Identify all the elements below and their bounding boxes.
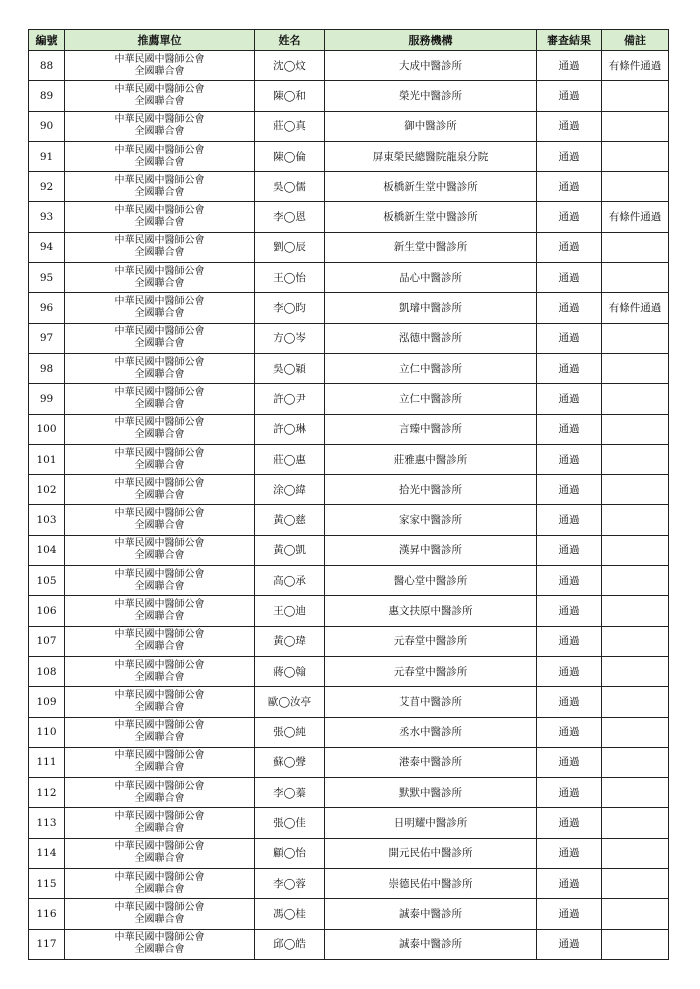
cell-remarks [602, 81, 669, 111]
unit-line-2: 全國聯合會 [134, 641, 185, 653]
cell-recommending-unit [65, 172, 255, 202]
cell-number: 96 [29, 293, 65, 323]
cell-review-result: 通過 [537, 566, 602, 596]
unit-line-1: 中華民國中醫師公會 [114, 568, 205, 580]
table-row [29, 232, 669, 262]
table-row [29, 747, 669, 777]
cell-name: 黃◯慈 [255, 505, 325, 535]
cell-recommending-unit [65, 566, 255, 596]
cell-remarks [602, 687, 669, 717]
cell-remarks [602, 747, 669, 777]
unit-line-1: 中華民國中醫師公會 [114, 811, 205, 823]
unit-line-2: 全國聯合會 [134, 338, 185, 350]
table-row [29, 626, 669, 656]
unit-line-2: 全國聯合會 [134, 156, 185, 168]
cell-remarks [602, 111, 669, 141]
table-row [29, 687, 669, 717]
cell-remarks [602, 535, 669, 565]
cell-service-institution: 立仁中醫診所 [325, 384, 537, 414]
cell-recommending-unit [65, 263, 255, 293]
cell-number: 101 [29, 444, 65, 474]
table-row [29, 899, 669, 929]
unit-line-2: 全國聯合會 [134, 944, 185, 956]
cell-remarks [602, 717, 669, 747]
cell-number: 99 [29, 384, 65, 414]
cell-recommending-unit [65, 838, 255, 868]
cell-service-institution: 凱璿中醫診所 [325, 293, 537, 323]
review-results-table [28, 29, 669, 960]
cell-recommending-unit [65, 505, 255, 535]
cell-remarks [602, 838, 669, 868]
table-row [29, 808, 669, 838]
cell-number: 100 [29, 414, 65, 444]
cell-number: 108 [29, 656, 65, 686]
table-row [29, 293, 669, 323]
cell-number: 104 [29, 535, 65, 565]
cell-recommending-unit [65, 656, 255, 686]
unit-line-2: 全國聯合會 [134, 671, 185, 683]
cell-number: 89 [29, 81, 65, 111]
cell-review-result: 通過 [537, 838, 602, 868]
table-row [29, 869, 669, 899]
cell-name: 王◯怡 [255, 263, 325, 293]
cell-recommending-unit [65, 141, 255, 171]
cell-review-result: 通過 [537, 869, 602, 899]
table-row [29, 717, 669, 747]
cell-recommending-unit [65, 51, 255, 81]
table-row [29, 929, 669, 959]
cell-remarks [602, 384, 669, 414]
cell-name: 高◯承 [255, 566, 325, 596]
cell-name: 方◯岑 [255, 323, 325, 353]
cell-number: 88 [29, 51, 65, 81]
unit-line-2: 全國聯合會 [134, 247, 185, 259]
cell-remarks [602, 656, 669, 686]
cell-service-institution: 莊雅惠中醫診所 [325, 444, 537, 474]
cell-service-institution: 元春堂中醫診所 [325, 656, 537, 686]
cell-name: 許◯琳 [255, 414, 325, 444]
unit-line-1: 中華民國中醫師公會 [114, 386, 205, 398]
cell-review-result: 通過 [537, 444, 602, 474]
cell-review-result: 通過 [537, 687, 602, 717]
cell-review-result: 通過 [537, 899, 602, 929]
cell-name: 莊◯惠 [255, 444, 325, 474]
table-row [29, 384, 669, 414]
cell-review-result: 通過 [537, 51, 602, 81]
cell-review-result: 通過 [537, 475, 602, 505]
cell-remarks [602, 323, 669, 353]
cell-number: 113 [29, 808, 65, 838]
unit-line-2: 全國聯合會 [134, 368, 185, 380]
unit-line-2: 全國聯合會 [134, 398, 185, 410]
cell-number: 94 [29, 232, 65, 262]
unit-line-1: 中華民國中醫師公會 [114, 144, 205, 156]
cell-name: 吳◯儒 [255, 172, 325, 202]
unit-line-1: 中華民國中醫師公會 [114, 750, 205, 762]
cell-number: 110 [29, 717, 65, 747]
cell-service-institution: 誠泰中醫診所 [325, 899, 537, 929]
table-row [29, 111, 669, 141]
header-number: 編號 [29, 30, 65, 51]
cell-review-result: 通過 [537, 202, 602, 232]
cell-review-result: 通過 [537, 293, 602, 323]
table-row [29, 656, 669, 686]
cell-recommending-unit [65, 626, 255, 656]
cell-review-result: 通過 [537, 384, 602, 414]
cell-name: 劉◯辰 [255, 232, 325, 262]
cell-remarks [602, 475, 669, 505]
cell-number: 98 [29, 353, 65, 383]
cell-name: 顧◯怡 [255, 838, 325, 868]
cell-review-result: 通過 [537, 141, 602, 171]
cell-remarks [602, 808, 669, 838]
unit-line-1: 中華民國中醫師公會 [114, 477, 205, 489]
cell-review-result: 通過 [537, 111, 602, 141]
cell-service-institution: 家家中醫診所 [325, 505, 537, 535]
cell-recommending-unit [65, 353, 255, 383]
unit-line-1: 中華民國中醫師公會 [114, 871, 205, 883]
cell-number: 103 [29, 505, 65, 535]
cell-review-result: 通過 [537, 747, 602, 777]
cell-number: 93 [29, 202, 65, 232]
unit-line-1: 中華民國中醫師公會 [114, 114, 205, 126]
unit-line-1: 中華民國中醫師公會 [114, 508, 205, 520]
table-row [29, 414, 669, 444]
cell-service-institution: 屏東榮民總醫院龍泉分院 [325, 141, 537, 171]
cell-number: 109 [29, 687, 65, 717]
cell-remarks [602, 626, 669, 656]
cell-remarks [602, 232, 669, 262]
cell-recommending-unit [65, 808, 255, 838]
unit-line-2: 全國聯合會 [134, 217, 185, 229]
cell-name: 王◯迪 [255, 596, 325, 626]
cell-service-institution: 大成中醫診所 [325, 51, 537, 81]
cell-service-institution: 日明耀中醫診所 [325, 808, 537, 838]
cell-recommending-unit [65, 869, 255, 899]
unit-line-1: 中華民國中醫師公會 [114, 326, 205, 338]
cell-remarks [602, 353, 669, 383]
unit-line-1: 中華民國中醫師公會 [114, 356, 205, 368]
unit-line-1: 中華民國中醫師公會 [114, 174, 205, 186]
unit-line-1: 中華民國中醫師公會 [114, 659, 205, 671]
cell-service-institution: 艾苜中醫診所 [325, 687, 537, 717]
table-row [29, 202, 669, 232]
cell-review-result: 通過 [537, 808, 602, 838]
unit-line-2: 全國聯合會 [134, 459, 185, 471]
cell-number: 92 [29, 172, 65, 202]
cell-remarks [602, 172, 669, 202]
unit-line-2: 全國聯合會 [134, 732, 185, 744]
cell-name: 張◯佳 [255, 808, 325, 838]
cell-service-institution: 醫心堂中醫診所 [325, 566, 537, 596]
unit-line-1: 中華民國中醫師公會 [114, 598, 205, 610]
table-row [29, 263, 669, 293]
cell-recommending-unit [65, 687, 255, 717]
cell-remarks [602, 505, 669, 535]
cell-review-result: 通過 [537, 172, 602, 202]
cell-remarks [602, 566, 669, 596]
cell-service-institution: 崇德民佑中醫診所 [325, 869, 537, 899]
cell-number: 111 [29, 747, 65, 777]
cell-name: 黃◯瑋 [255, 626, 325, 656]
cell-service-institution: 品心中醫診所 [325, 263, 537, 293]
cell-remarks [602, 263, 669, 293]
cell-remarks: 有條件通過 [602, 293, 669, 323]
unit-line-2: 全國聯合會 [134, 126, 185, 138]
cell-recommending-unit [65, 323, 255, 353]
unit-line-1: 中華民國中醫師公會 [114, 538, 205, 550]
header-remarks: 備註 [602, 30, 669, 51]
cell-recommending-unit [65, 232, 255, 262]
table-body [29, 51, 669, 960]
unit-line-2: 全國聯合會 [134, 65, 185, 77]
cell-number: 112 [29, 778, 65, 808]
cell-review-result: 通過 [537, 505, 602, 535]
unit-line-1: 中華民國中醫師公會 [114, 296, 205, 308]
unit-line-1: 中華民國中醫師公會 [114, 235, 205, 247]
table-row [29, 172, 669, 202]
cell-service-institution: 立仁中醫診所 [325, 353, 537, 383]
cell-number: 116 [29, 899, 65, 929]
cell-review-result: 通過 [537, 626, 602, 656]
cell-name: 許◯尹 [255, 384, 325, 414]
cell-remarks [602, 596, 669, 626]
cell-service-institution: 言臻中醫診所 [325, 414, 537, 444]
cell-name: 沈◯炆 [255, 51, 325, 81]
unit-line-2: 全國聯合會 [134, 520, 185, 532]
cell-name: 涂◯緯 [255, 475, 325, 505]
unit-line-2: 全國聯合會 [134, 277, 185, 289]
cell-recommending-unit [65, 747, 255, 777]
cell-name: 莊◯真 [255, 111, 325, 141]
cell-number: 102 [29, 475, 65, 505]
table-row [29, 81, 669, 111]
cell-recommending-unit [65, 414, 255, 444]
table-row [29, 353, 669, 383]
cell-remarks [602, 141, 669, 171]
cell-recommending-unit [65, 717, 255, 747]
cell-name: 蘇◯聲 [255, 747, 325, 777]
table-row [29, 505, 669, 535]
cell-name: 吳◯穎 [255, 353, 325, 383]
cell-number: 117 [29, 929, 65, 959]
cell-remarks [602, 444, 669, 474]
cell-service-institution: 誠泰中醫診所 [325, 929, 537, 959]
table-row [29, 323, 669, 353]
table-row [29, 444, 669, 474]
unit-line-1: 中華民國中醫師公會 [114, 447, 205, 459]
cell-number: 114 [29, 838, 65, 868]
cell-number: 90 [29, 111, 65, 141]
unit-line-2: 全國聯合會 [134, 823, 185, 835]
cell-service-institution: 元春堂中醫診所 [325, 626, 537, 656]
cell-review-result: 通過 [537, 929, 602, 959]
cell-recommending-unit [65, 202, 255, 232]
cell-service-institution: 丞水中醫診所 [325, 717, 537, 747]
cell-service-institution: 泓德中醫診所 [325, 323, 537, 353]
cell-service-institution: 板橋新生堂中醫診所 [325, 172, 537, 202]
cell-remarks: 有條件通過 [602, 51, 669, 81]
unit-line-1: 中華民國中醫師公會 [114, 53, 205, 65]
cell-review-result: 通過 [537, 535, 602, 565]
cell-recommending-unit [65, 778, 255, 808]
cell-recommending-unit [65, 929, 255, 959]
unit-line-1: 中華民國中醫師公會 [114, 720, 205, 732]
unit-line-2: 全國聯合會 [134, 580, 185, 592]
cell-remarks [602, 778, 669, 808]
unit-line-1: 中華民國中醫師公會 [114, 780, 205, 792]
cell-number: 105 [29, 566, 65, 596]
header-name: 姓名 [255, 30, 325, 51]
table-row [29, 566, 669, 596]
table-row [29, 475, 669, 505]
unit-line-2: 全國聯合會 [134, 489, 185, 501]
cell-number: 97 [29, 323, 65, 353]
cell-service-institution: 御中醫診所 [325, 111, 537, 141]
cell-number: 91 [29, 141, 65, 171]
cell-review-result: 通過 [537, 263, 602, 293]
cell-service-institution: 惠文扶原中醫診所 [325, 596, 537, 626]
document-page [28, 29, 668, 960]
unit-line-2: 全國聯合會 [134, 701, 185, 713]
cell-service-institution: 漢昇中醫診所 [325, 535, 537, 565]
cell-remarks [602, 869, 669, 899]
cell-name: 李◯蓁 [255, 778, 325, 808]
cell-review-result: 通過 [537, 717, 602, 747]
cell-review-result: 通過 [537, 596, 602, 626]
unit-line-1: 中華民國中醫師公會 [114, 689, 205, 701]
cell-service-institution: 開元民佑中醫診所 [325, 838, 537, 868]
cell-recommending-unit [65, 111, 255, 141]
unit-line-2: 全國聯合會 [134, 913, 185, 925]
table-row [29, 838, 669, 868]
table-row [29, 51, 669, 81]
cell-recommending-unit [65, 899, 255, 929]
cell-name: 邱◯皓 [255, 929, 325, 959]
cell-review-result: 通過 [537, 353, 602, 383]
unit-line-2: 全國聯合會 [134, 308, 185, 320]
cell-number: 107 [29, 626, 65, 656]
table-row [29, 141, 669, 171]
cell-name: 李◯昀 [255, 293, 325, 323]
cell-name: 馮◯桂 [255, 899, 325, 929]
unit-line-2: 全國聯合會 [134, 550, 185, 562]
cell-name: 黃◯凱 [255, 535, 325, 565]
table-row [29, 778, 669, 808]
cell-name: 陳◯和 [255, 81, 325, 111]
unit-line-2: 全國聯合會 [134, 792, 185, 804]
header-recommending-unit: 推薦單位 [65, 30, 255, 51]
cell-name: 張◯純 [255, 717, 325, 747]
cell-number: 95 [29, 263, 65, 293]
cell-remarks [602, 929, 669, 959]
table-row [29, 596, 669, 626]
cell-recommending-unit [65, 444, 255, 474]
cell-name: 陳◯倫 [255, 141, 325, 171]
unit-line-1: 中華民國中醫師公會 [114, 901, 205, 913]
cell-number: 106 [29, 596, 65, 626]
unit-line-2: 全國聯合會 [134, 95, 185, 107]
cell-review-result: 通過 [537, 414, 602, 444]
cell-recommending-unit [65, 596, 255, 626]
cell-remarks [602, 899, 669, 929]
unit-line-1: 中華民國中醫師公會 [114, 629, 205, 641]
cell-review-result: 通過 [537, 323, 602, 353]
header-row [29, 30, 669, 51]
cell-review-result: 通過 [537, 656, 602, 686]
unit-line-2: 全國聯合會 [134, 762, 185, 774]
unit-line-1: 中華民國中醫師公會 [114, 265, 205, 277]
cell-recommending-unit [65, 384, 255, 414]
cell-remarks: 有條件通過 [602, 202, 669, 232]
header-review-result: 審查結果 [537, 30, 602, 51]
cell-service-institution: 拾光中醫診所 [325, 475, 537, 505]
unit-line-1: 中華民國中醫師公會 [114, 841, 205, 853]
cell-remarks [602, 414, 669, 444]
cell-name: 蔣◯翰 [255, 656, 325, 686]
unit-line-2: 全國聯合會 [134, 186, 185, 198]
unit-line-1: 中華民國中醫師公會 [114, 83, 205, 95]
cell-service-institution: 新生堂中醫診所 [325, 232, 537, 262]
unit-line-1: 中華民國中醫師公會 [114, 932, 205, 944]
cell-service-institution: 港泰中醫診所 [325, 747, 537, 777]
unit-line-1: 中華民國中醫師公會 [114, 417, 205, 429]
cell-review-result: 通過 [537, 81, 602, 111]
cell-name: 李◯恩 [255, 202, 325, 232]
cell-review-result: 通過 [537, 778, 602, 808]
unit-line-2: 全國聯合會 [134, 429, 185, 441]
header-service-institution: 服務機構 [325, 30, 537, 51]
unit-line-2: 全國聯合會 [134, 610, 185, 622]
cell-recommending-unit [65, 475, 255, 505]
unit-line-1: 中華民國中醫師公會 [114, 205, 205, 217]
cell-review-result: 通過 [537, 232, 602, 262]
cell-recommending-unit [65, 293, 255, 323]
cell-recommending-unit [65, 535, 255, 565]
cell-service-institution: 榮光中醫診所 [325, 81, 537, 111]
cell-name: 李◯蓉 [255, 869, 325, 899]
cell-recommending-unit [65, 81, 255, 111]
table-row [29, 535, 669, 565]
unit-line-2: 全國聯合會 [134, 883, 185, 895]
cell-service-institution: 默默中醫診所 [325, 778, 537, 808]
unit-line-2: 全國聯合會 [134, 853, 185, 865]
cell-name: 歐◯汝亭 [255, 687, 325, 717]
cell-service-institution: 板橋新生堂中醫診所 [325, 202, 537, 232]
cell-number: 115 [29, 869, 65, 899]
